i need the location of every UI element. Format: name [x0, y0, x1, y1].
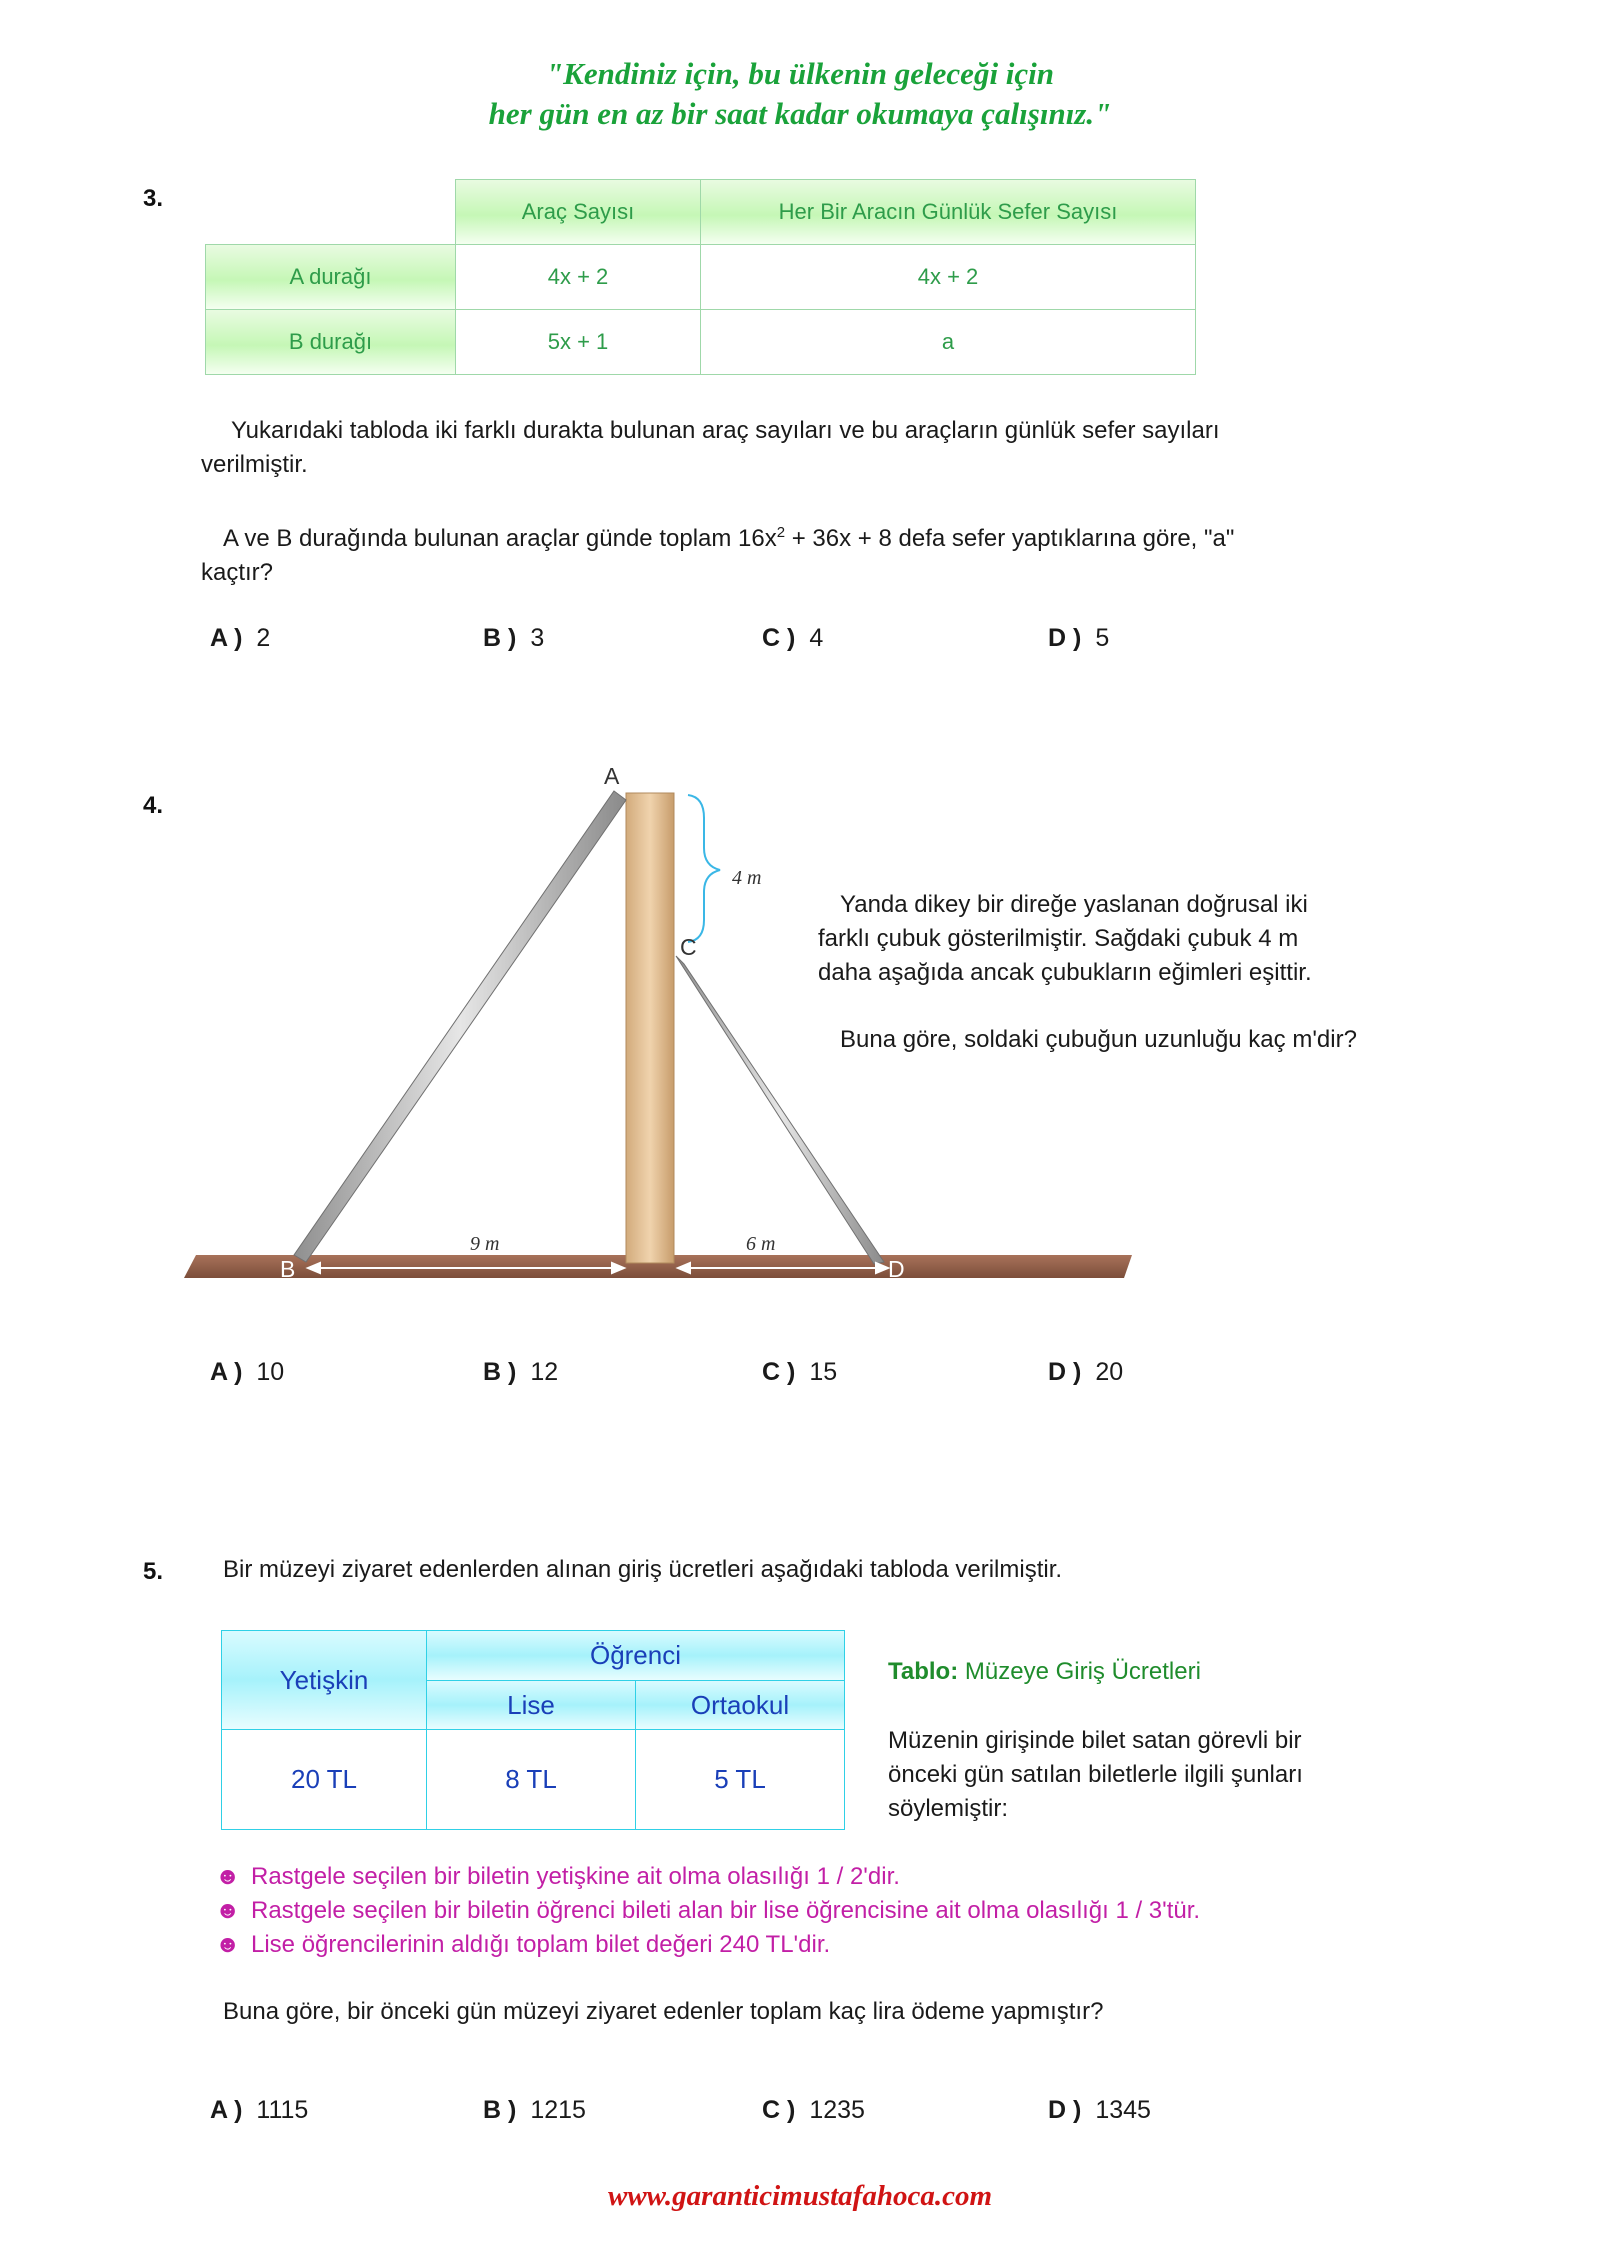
q5-header-middleschool: Ortaokul	[635, 1680, 845, 1730]
q4-option-b-letter: B )	[483, 1358, 517, 1386]
q4-question: Buna göre, soldaki çubuğun uzunluğu kaç m'dir?	[840, 1026, 1357, 1053]
q3-option-d-letter: D )	[1048, 624, 1082, 652]
q5-option-c[interactable]	[762, 2096, 865, 2125]
q3-para2-post: + 36x + 8 defa sefer yaptıklarına göre, "a"	[785, 525, 1235, 552]
q5-statement-3: Lise öğrencilerinin aldığı toplam bilet değeri 240 TL'dir.	[251, 1931, 831, 1958]
pole	[626, 793, 674, 1263]
q3-row-b-label: B durağı	[205, 309, 456, 375]
list-item	[215, 1928, 1535, 1962]
q3-para1-line2: verilmiştir.	[201, 451, 308, 478]
q3-option-d-value: 5	[1095, 624, 1110, 652]
dim-label-9m: 9 m	[470, 1233, 500, 1255]
q3-option-a-letter: A )	[210, 624, 243, 652]
q4-option-a-letter: A )	[210, 1358, 243, 1386]
q3-para2-sup: 2	[776, 524, 786, 541]
q3-header-count: Araç Sayısı	[455, 179, 701, 245]
q5-header-adult: Yetişkin	[221, 1630, 427, 1730]
q5-option-a-letter: A )	[210, 2096, 243, 2124]
q4-option-a[interactable]	[210, 1358, 284, 1387]
q4-description	[818, 888, 1458, 990]
q4-option-a-value: 10	[256, 1358, 285, 1386]
q3-option-b-value: 3	[530, 624, 545, 652]
list-item	[215, 1860, 1535, 1894]
q5-highschool-price: 8 TL	[426, 1729, 636, 1830]
label-a: A	[604, 763, 620, 789]
q5-middleschool-price: 5 TL	[635, 1729, 845, 1830]
q4-option-b-value: 12	[530, 1358, 559, 1386]
q5-option-c-value: 1235	[809, 2096, 865, 2124]
q5-intro: Bir müzeyi ziyaret edenlerden alınan giriş ücretleri aşağıdaki tabloda verilmiştir.	[223, 1556, 1063, 1583]
q5-side-text	[888, 1724, 1548, 1826]
smiley-icon: ☻	[215, 1863, 241, 1890]
q5-option-c-letter: C )	[762, 2096, 796, 2124]
q5-statement-2: Rastgele seçilen bir biletin öğrenci bileti alan bir lise öğrencisine ait olma olasılığı 1 / 3'tür.	[251, 1897, 1201, 1924]
q5-table-caption	[888, 1655, 1201, 1689]
left-rod	[294, 791, 626, 1262]
question-5-number: 5.	[143, 1558, 164, 1585]
q5-side-line2: önceki gün satılan biletlerle ilgili şunları	[888, 1761, 1303, 1788]
q5-option-a[interactable]	[210, 2096, 308, 2125]
q3-option-c-value: 4	[809, 624, 824, 652]
q4-text-line1: Yanda dikey bir direğe yaslanan doğrusal iki	[840, 891, 1308, 918]
q5-option-d[interactable]	[1048, 2096, 1151, 2125]
label-d: D	[888, 1256, 905, 1282]
label-c: C	[680, 934, 697, 960]
q3-para1-line1: Yukarıdaki tabloda iki farklı durakta bulunan araç sayıları ve bu araçların günlük sefer sayıları	[231, 417, 1220, 444]
q5-header-highschool: Lise	[426, 1680, 636, 1730]
smiley-icon: ☻	[215, 1897, 241, 1924]
question-4-number: 4.	[143, 792, 164, 819]
q3-row-a-count: 4x + 2	[455, 244, 701, 310]
q4-text-line2: farklı çubuk gösterilmiştir. Sağdaki çubuk 4 m	[818, 925, 1299, 952]
q5-option-a-value: 1115	[256, 2096, 309, 2124]
q4-option-b[interactable]	[483, 1358, 558, 1387]
q3-para2-pre: A ve B durağında bulunan araçlar günde toplam 16x	[223, 525, 777, 552]
list-item	[215, 1894, 1535, 1928]
motto-line-2: her gün en az bir saat kadar okumaya çalışınız."	[488, 96, 1112, 131]
q3-option-b-letter: B )	[483, 624, 517, 652]
q3-header-trips: Her Bir Aracın Günlük Sefer Sayısı	[700, 179, 1196, 245]
question-3-number: 3.	[143, 185, 164, 212]
q4-option-d[interactable]	[1048, 1358, 1123, 1387]
q5-statement-1: Rastgele seçilen bir biletin yetişkine ait olma olasılığı 1 / 2'dir.	[251, 1863, 900, 1890]
q4-text-line3: daha aşağıda ancak çubukların eğimleri eşittir.	[818, 959, 1312, 986]
brace-4m	[688, 795, 720, 942]
q3-row-b-count: 5x + 1	[455, 309, 701, 375]
q5-option-d-value: 1345	[1095, 2096, 1151, 2124]
q3-row-a-label: A durağı	[205, 244, 456, 310]
q5-caption-bold: Tablo:	[888, 1658, 959, 1685]
q5-statement-list	[215, 1860, 1535, 1962]
q5-caption-rest: Müzeye Giriş Ücretleri	[958, 1658, 1201, 1685]
q3-row-a-trips: 4x + 2	[700, 244, 1196, 310]
q5-adult-price: 20 TL	[221, 1729, 427, 1830]
q5-side-line3: söylemiştir:	[888, 1795, 1009, 1822]
q5-option-b-letter: B )	[483, 2096, 517, 2124]
label-b: B	[280, 1256, 296, 1282]
dim-label-4m: 4 m	[732, 867, 762, 889]
q3-option-a-value: 2	[256, 624, 271, 652]
q4-option-c[interactable]	[762, 1358, 837, 1387]
q4-option-d-letter: D )	[1048, 1358, 1082, 1386]
dim-label-6m: 6 m	[746, 1233, 776, 1255]
q5-side-line1: Müzenin girişinde bilet satan görevli bir	[888, 1727, 1302, 1754]
q4-option-c-letter: C )	[762, 1358, 796, 1386]
motto-line-1: "Kendiniz için, bu ülkenin geleceği için	[545, 56, 1055, 91]
smiley-icon: ☻	[215, 1931, 241, 1958]
q3-row-b-trips: a	[700, 309, 1196, 375]
q5-question: Buna göre, bir önceki gün müzeyi ziyaret edenler toplam kaç lira ödeme yapmıştır?	[223, 1998, 1104, 2025]
q4-option-c-value: 15	[809, 1358, 838, 1386]
q4-option-d-value: 20	[1095, 1358, 1124, 1386]
q5-option-d-letter: D )	[1048, 2096, 1082, 2124]
q5-option-b[interactable]	[483, 2096, 586, 2125]
footer-website[interactable]: www.garanticimustafahoca.com	[607, 2180, 993, 2212]
q3-option-c-letter: C )	[762, 624, 796, 652]
right-rod	[676, 956, 884, 1264]
q3-para2-line2: kaçtır?	[201, 559, 274, 586]
q5-option-b-value: 1215	[530, 2096, 586, 2124]
q5-header-student: Öğrenci	[426, 1630, 845, 1681]
